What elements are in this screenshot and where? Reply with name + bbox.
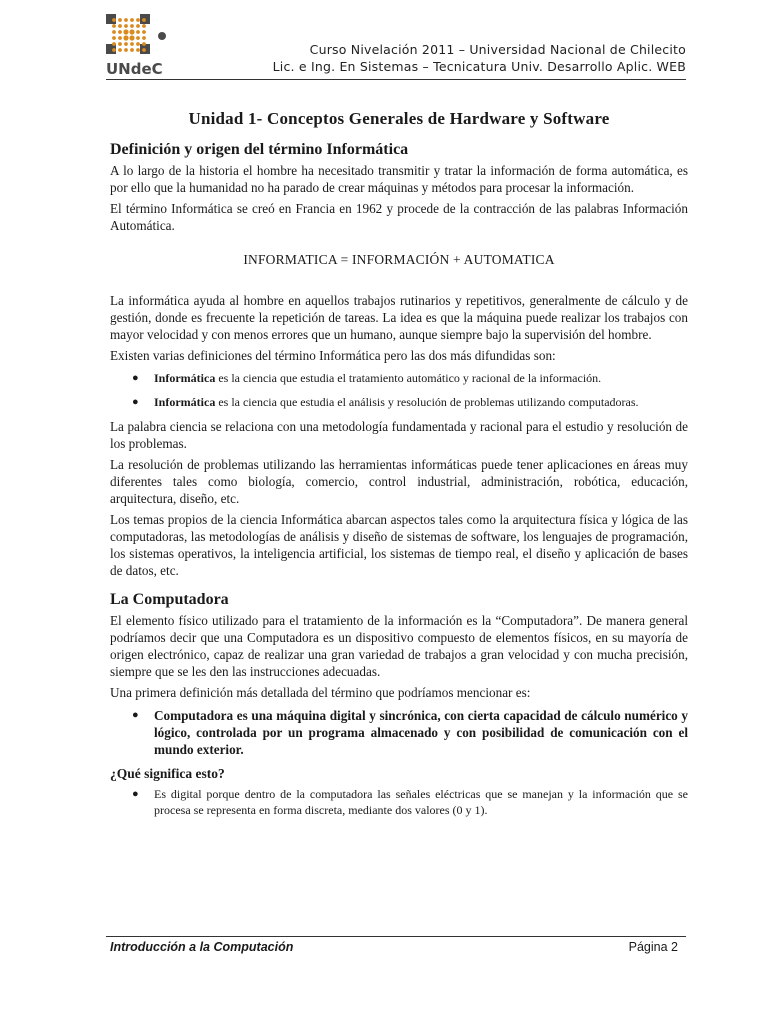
paragraph: La palabra ciencia se relaciona con una metodología fundamentada y racional para el estudio y resolución de los problemas. xyxy=(110,419,688,451)
logo-side-dot xyxy=(158,32,166,40)
list-item xyxy=(132,707,688,758)
undec-logo xyxy=(106,14,170,76)
subheading-que-significa: ¿Qué significa esto? xyxy=(110,766,225,781)
list-item xyxy=(132,394,688,410)
paragraph: El elemento físico utilizado para el tratamiento de la información es la “Computadora”. De manera general podríamos decir que una Computadora es un dispositivo compuesto de elementos físicos, en su mayoría de origen electrónico, capaz de realizar una gran variedad de trabajos a gran velocidad y con mucha precisión, siempre que se les den las instrucciones adecuadas. xyxy=(110,613,688,679)
logo-dot xyxy=(142,42,146,46)
logo-dot xyxy=(124,42,128,46)
logo-dot xyxy=(124,48,128,52)
logo-dot xyxy=(142,48,146,52)
computadora-definition-list xyxy=(110,707,688,758)
header-divider xyxy=(106,79,686,80)
paragraph: Existen varias definiciones del término Informática pero las dos más difundidas son: xyxy=(110,348,556,363)
definition-term: Informática xyxy=(154,395,216,409)
logo-text: UNdeC xyxy=(106,60,163,76)
list-item xyxy=(132,370,688,386)
logo-dot xyxy=(118,36,122,40)
logo-dot xyxy=(112,30,116,34)
definition-text: es la ciencia que estudia el tratamiento automático y racional de la información. xyxy=(215,371,602,385)
logo-dot xyxy=(142,24,146,28)
logo-dot xyxy=(118,48,122,52)
bullet-icon: ● xyxy=(132,788,139,800)
logo-dot xyxy=(124,24,128,28)
logo-dot xyxy=(130,24,134,28)
logo-dot xyxy=(136,48,140,52)
logo-dot xyxy=(142,36,146,40)
definition-term: Informática xyxy=(154,371,216,385)
logo-dot xyxy=(112,48,116,52)
section-heading-computadora: La Computadora xyxy=(110,591,229,608)
logo-dot xyxy=(123,29,128,34)
logo-dot xyxy=(136,18,140,22)
logo-dot xyxy=(129,29,134,34)
logo-dot xyxy=(118,42,122,46)
document-body xyxy=(110,109,688,826)
logo-dot xyxy=(136,42,140,46)
footer-divider xyxy=(106,936,686,937)
logo-dot xyxy=(136,24,140,28)
bullet-icon: ● xyxy=(132,396,139,408)
logo-dot-grid xyxy=(106,14,166,54)
paragraph: La informática ayuda al hombre en aquellos trabajos rutinarios y repetitivos, generalmente de cálculo y de gestión, donde es frecuente la repetición de tareas. La idea es que la máquina puede realizar los trabajos con mayor velocidad y con menos errores que un humano, aunque siempre bajo la supervisión del hombre. xyxy=(110,293,688,342)
logo-dot xyxy=(142,30,146,34)
definition-text: es la ciencia que estudia el análisis y resolución de problemas utilizando computadoras. xyxy=(215,395,639,409)
logo-dot xyxy=(130,18,134,22)
logo-dot xyxy=(112,18,116,22)
logo-dot xyxy=(118,30,122,34)
bullet-icon: ● xyxy=(132,372,139,384)
paragraph: A lo largo de la historia el hombre ha necesitado transmitir y tratar la información de forma automática, es por ello que la humanidad no ha parado de crear máquinas y métodos para procesar la información. xyxy=(110,163,688,195)
paragraph: El término Informática se creó en Francia en 1962 y procede de la contracción de las palabras Información Automática. xyxy=(110,201,688,233)
definition-text: Computadora es una máquina digital y sincrónica, con cierta capacidad de cálculo numérico y lógico, controlada por un programa almacenado y con posibilidad de comunicación con el mundo exterior. xyxy=(154,708,688,757)
paragraph: Una primera definición más detallada del término que podríamos mencionar es: xyxy=(110,685,531,700)
logo-dot xyxy=(112,42,116,46)
logo-dot xyxy=(112,36,116,40)
logo-dot xyxy=(118,18,122,22)
logo-dot xyxy=(130,42,134,46)
logo-dot xyxy=(142,18,146,22)
paragraph: La resolución de problemas utilizando las herramientas informáticas puede tener aplicaciones en áreas muy diferentes tales como biología, comercio, control industrial, administración, robótica, educación, arquitectura, diseño, etc. xyxy=(110,457,688,506)
explanation-text: Es digital porque dentro de la computadora las señales eléctricas que se manejan y la información que se procesa se representa en forma discreta, mediante dos valores (0 y 1). xyxy=(154,787,688,817)
logo-dot xyxy=(136,36,140,40)
bullet-icon: ● xyxy=(132,709,139,721)
header-course-line: Curso Nivelación 2011 – Universidad Nacional de Chilecito xyxy=(309,42,686,57)
section-heading-definicion: Definición y origen del término Informática xyxy=(110,141,409,158)
logo-dot xyxy=(124,18,128,22)
logo-dot xyxy=(129,35,134,40)
footer-course-title: Introducción a la Computación xyxy=(110,940,294,954)
logo-dot xyxy=(130,48,134,52)
page-title: Unidad 1- Conceptos Generales de Hardware y Software xyxy=(188,109,610,128)
formula: INFORMATICA = INFORMACIÓN + AUTOMATICA xyxy=(243,252,555,267)
logo-dot xyxy=(123,35,128,40)
page-number: Página 2 xyxy=(628,940,678,954)
paragraph: Los temas propios de la ciencia Informática abarcan aspectos tales como la arquitectura física y lógica de las computadoras, las metodologías de análisis y diseño de sistemas de software, los lenguajes de programación, los sistemas operativos, la inteligencia artificial, los sistemas de tiempo real, el diseño y aplicación de bases de datos, etc. xyxy=(110,512,688,578)
definitions-list xyxy=(110,370,688,410)
logo-dot xyxy=(136,30,140,34)
logo-dot xyxy=(112,24,116,28)
explanation-list xyxy=(110,786,688,818)
logo-dot xyxy=(118,24,122,28)
list-item xyxy=(132,786,688,818)
header-program-line: Lic. e Ing. En Sistemas – Tecnicatura Univ. Desarrollo Aplic. WEB xyxy=(272,59,686,74)
